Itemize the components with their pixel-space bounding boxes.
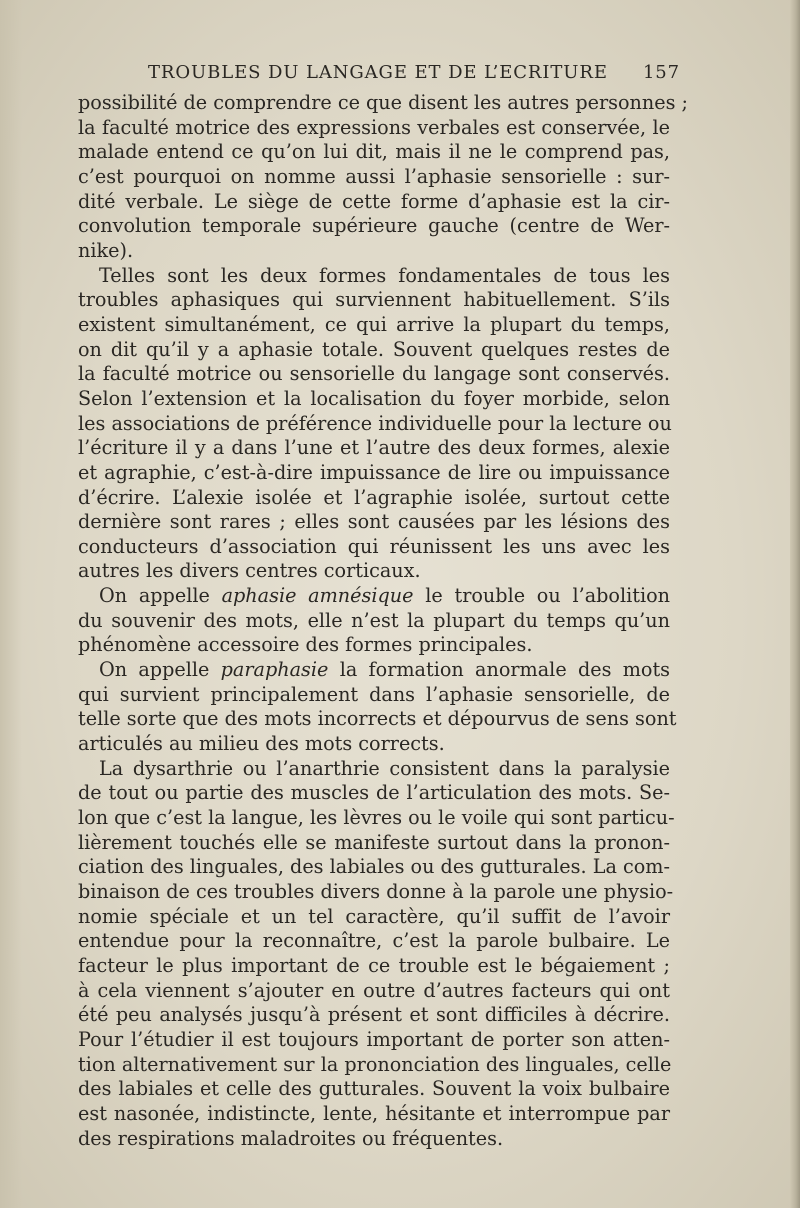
text-line: La dysarthrie ou l’anarthrie consistent dans la paralysie (99, 756, 670, 780)
text-line: Selon l’extension et la localisation du foyer morbide, selon (78, 386, 670, 410)
text-line: la faculté motrice ou sensorielle du langage sont conservés. (78, 362, 670, 386)
text-line: lièrement touchés elle se manifeste surtout dans la pronon- (78, 830, 670, 854)
text-line: convolution temporale supérieure gauche (centre de Wer- (78, 214, 670, 238)
text-line: est nasonée, indistincte, lente, hésitante et interrompue par (78, 1101, 670, 1125)
text-line (78, 584, 670, 609)
page-number: 157 (642, 62, 680, 83)
text-segment: On appelle (99, 584, 210, 608)
text-line: la faculté motrice des expressions verbales est conservée, le (78, 115, 670, 139)
text-line: de tout ou partie des muscles de l’articulation des mots. Se- (78, 781, 670, 805)
body-text (78, 91, 689, 1151)
text-line: on dit qu’il y a aphasie totale. Souvent quelques restes de (78, 337, 670, 361)
page-edge (790, 0, 800, 1208)
text-line: Telles sont les deux formes fondamentales de tous les (99, 263, 670, 287)
running-title: TROUBLES DU LANGAGE ET DE L’ECRITURE (148, 62, 608, 83)
text-line: autres les divers centres corticaux. (78, 559, 421, 583)
text-line: conducteurs d’association qui réunissent les uns avec les (78, 534, 670, 558)
text-line: les associations de préférence individuelle pour la lecture ou (78, 411, 672, 435)
text-line: dité verbale. Le siège de cette forme d’aphasie est la cir- (78, 189, 670, 213)
text-line: articulés au milieu des mots corrects. (78, 732, 445, 756)
text-line (78, 658, 670, 683)
italic-term: aphasie amnésique (221, 584, 414, 608)
text-line: des respirations maladroites ou fréquentes. (78, 1126, 504, 1150)
page-gutter-shadow (0, 0, 22, 1208)
text-line: tion alternativement sur la prononciation des linguales, celle (78, 1052, 672, 1076)
text-line: troubles aphasiques qui surviennent habituellement. S’ils (78, 288, 670, 312)
text-segment: On appelle (99, 658, 210, 682)
text-line: à cela viennent s’ajouter en outre d’autres facteurs qui ont (78, 978, 670, 1002)
text-line: et agraphie, c’est-à-dire impuissance de lire ou impuissance (78, 460, 670, 484)
text-line: des labiales et celle des gutturales. Souvent la voix bulbaire (78, 1077, 670, 1101)
text-line: possibilité de comprendre ce que disent les autres personnes ; (78, 91, 689, 114)
running-header (148, 62, 680, 88)
text-line: du souvenir des mots, elle n’est la plupart du temps qu’un (78, 608, 670, 632)
text-line: nike). (78, 238, 134, 262)
text-line: binaison de ces troubles divers donne à la parole une physio- (78, 880, 674, 903)
text-line: facteur le plus important de ce trouble est le bégaiement ; (78, 953, 670, 977)
text-segment: le trouble ou l’abolition (425, 584, 670, 608)
text-line: c’est pourquoi on nomme aussi l’aphasie sensorielle : sur- (78, 164, 670, 188)
text-line: lon que c’est la langue, les lèvres ou le voile qui sont particu- (78, 806, 675, 830)
text-line: l’écriture il y a dans l’une et l’autre des deux formes, alexie (78, 436, 670, 460)
text-line: existent simultanément, ce qui arrive la plupart du temps, (78, 312, 670, 336)
text-line: nomie spéciale et un tel caractère, qu’il suffit de l’avoir (78, 904, 670, 928)
text-line: dernière sont rares ; elles sont causées par les lésions des (78, 510, 670, 534)
text-line: été peu analysés jusqu’à présent et sont difficiles à décrire. (78, 1003, 670, 1027)
text-line: Pour l’étudier il est toujours important de porter son atten- (78, 1027, 670, 1051)
italic-term: paraphasie (220, 658, 329, 682)
text-line: entendue pour la reconnaître, c’est la parole bulbaire. Le (78, 929, 670, 953)
text-line: telle sorte que des mots incorrects et dépourvus de sens sont (78, 707, 677, 731)
text-line: qui survient principalement dans l’aphasie sensorielle, de (78, 682, 670, 706)
text-line: ciation des linguales, des labiales ou des gutturales. La com- (78, 855, 670, 879)
text-line: phénomène accessoire des formes principales. (78, 633, 533, 657)
text-line: malade entend ce qu’on lui dit, mais il ne le comprend pas, (78, 140, 670, 164)
text-line: d’écrire. L’alexie isolée et l’agraphie isolée, surtout cette (78, 485, 670, 509)
text-segment: la formation anormale des mots (339, 658, 670, 682)
